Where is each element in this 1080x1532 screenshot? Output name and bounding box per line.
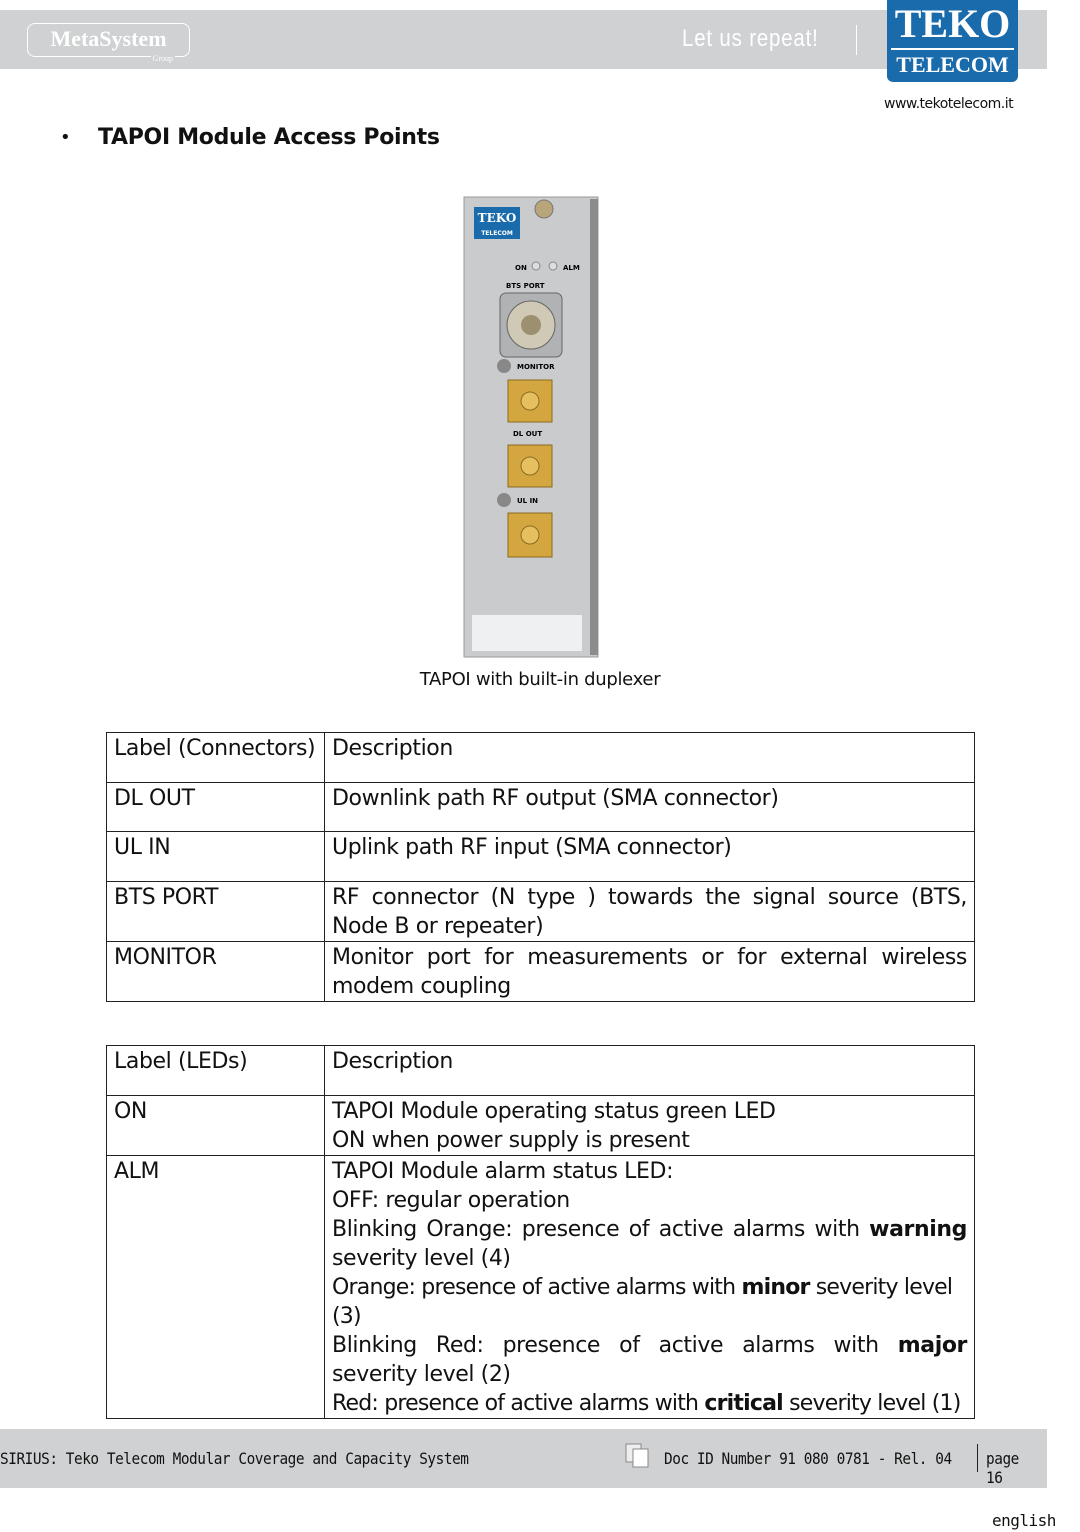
label-cell: UL IN xyxy=(107,832,325,882)
table-row xyxy=(107,832,975,882)
text: Red: presence of active alarms with xyxy=(332,1391,705,1416)
description-cell xyxy=(325,1156,975,1419)
metasystem-logo xyxy=(27,23,190,63)
logo-line2: TELECOM xyxy=(896,52,1009,77)
panel-logo2: TELECOM xyxy=(481,230,513,237)
footer-divider xyxy=(977,1444,978,1472)
description-line xyxy=(332,1215,967,1273)
description-line xyxy=(332,1331,967,1389)
table-row xyxy=(107,882,975,942)
label-cell: ALM xyxy=(107,1156,325,1419)
table-row xyxy=(107,1156,975,1419)
table-header-row xyxy=(107,1046,975,1096)
description-cell: RF connector (N type ) towards the signal source (BTS, Node B or repeater) xyxy=(325,882,975,942)
tapoi-module-image xyxy=(462,195,602,660)
description-cell: Uplink path RF input (SMA connector) xyxy=(325,832,975,882)
teko-telecom-logo xyxy=(887,0,1018,82)
text: severity level (2) xyxy=(332,1362,511,1387)
table-row xyxy=(107,783,975,832)
text: Orange: presence of active alarms with xyxy=(332,1275,742,1300)
document-icon xyxy=(625,1443,651,1469)
description-line: TAPOI Module operating status green LED xyxy=(332,1099,776,1124)
on-led xyxy=(532,262,540,270)
logo-divider xyxy=(891,48,1014,50)
label-cell: MONITOR xyxy=(107,942,325,1002)
severity-keyword: minor xyxy=(741,1275,810,1300)
severity-keyword: critical xyxy=(704,1391,783,1416)
connectors-table xyxy=(106,732,975,1002)
metasystem-logo-sub: Group xyxy=(152,54,173,63)
label-cell: DL OUT xyxy=(107,783,325,832)
severity-keyword: warning xyxy=(869,1217,967,1242)
panel-monitor-label: MONITOR xyxy=(517,363,555,371)
text: severity level (3) xyxy=(332,1275,953,1329)
panel-alm-label: ALM xyxy=(563,264,580,272)
header-cell: Description xyxy=(325,1046,975,1096)
website-url: www.tekotelecom.it xyxy=(884,96,1014,112)
section-title: TAPOI Module Access Points xyxy=(98,125,440,150)
label-cell: BTS PORT xyxy=(107,882,325,942)
description-line: ON when power supply is present xyxy=(332,1128,690,1153)
table-row xyxy=(107,942,975,1002)
table-header-row xyxy=(107,733,975,783)
panel-on-label: ON xyxy=(515,264,527,272)
description-cell xyxy=(325,1096,975,1156)
label-cell: ON xyxy=(107,1096,325,1156)
metasystem-logo-text: MetaSystem xyxy=(50,26,167,51)
text: severity level (1) xyxy=(782,1391,961,1416)
text: Blinking Orange: presence of active alarms with xyxy=(332,1217,870,1242)
header-cell: Description xyxy=(325,733,975,783)
page-number: page 16 xyxy=(986,1449,1019,1487)
slogan: Let us repeat! xyxy=(682,25,819,52)
description-line xyxy=(332,1273,967,1331)
description-line: OFF: regular operation xyxy=(332,1188,570,1213)
language-label: english xyxy=(992,1511,1056,1530)
header-cell: Label (Connectors) xyxy=(107,733,325,783)
panel-bts-label: BTS PORT xyxy=(506,282,545,290)
severity-keyword: major xyxy=(897,1333,967,1358)
alm-led xyxy=(549,262,557,270)
doc-id: Doc ID Number 91 080 0781 - Rel. 04 xyxy=(664,1449,952,1468)
header-cell: Label (LEDs) xyxy=(107,1046,325,1096)
footer-title: SIRIUS: Teko Telecom Modular Coverage and Capacity System xyxy=(0,1449,469,1468)
header-divider xyxy=(856,25,857,55)
bullet: • xyxy=(60,127,71,148)
leds-table xyxy=(106,1045,975,1419)
description-line: TAPOI Module alarm status LED: xyxy=(332,1159,674,1184)
description-cell: Monitor port for measurements or for external wireless modem coupling xyxy=(325,942,975,1002)
footer-bar xyxy=(0,1429,1047,1488)
logo-line1: TEKO xyxy=(894,1,1011,46)
panel-ulin-label: UL IN xyxy=(517,497,539,505)
panel-dlout-label: DL OUT xyxy=(513,430,543,438)
table-row xyxy=(107,1096,975,1156)
figure-caption: TAPOI with built-in duplexer xyxy=(419,669,661,690)
panel-logo1: TEKO xyxy=(477,211,517,225)
text: severity level (4) xyxy=(332,1246,511,1271)
description-line xyxy=(332,1389,967,1418)
description-cell: Downlink path RF output (SMA connector) xyxy=(325,783,975,832)
text: Blinking Red: presence of active alarms with xyxy=(332,1333,898,1358)
